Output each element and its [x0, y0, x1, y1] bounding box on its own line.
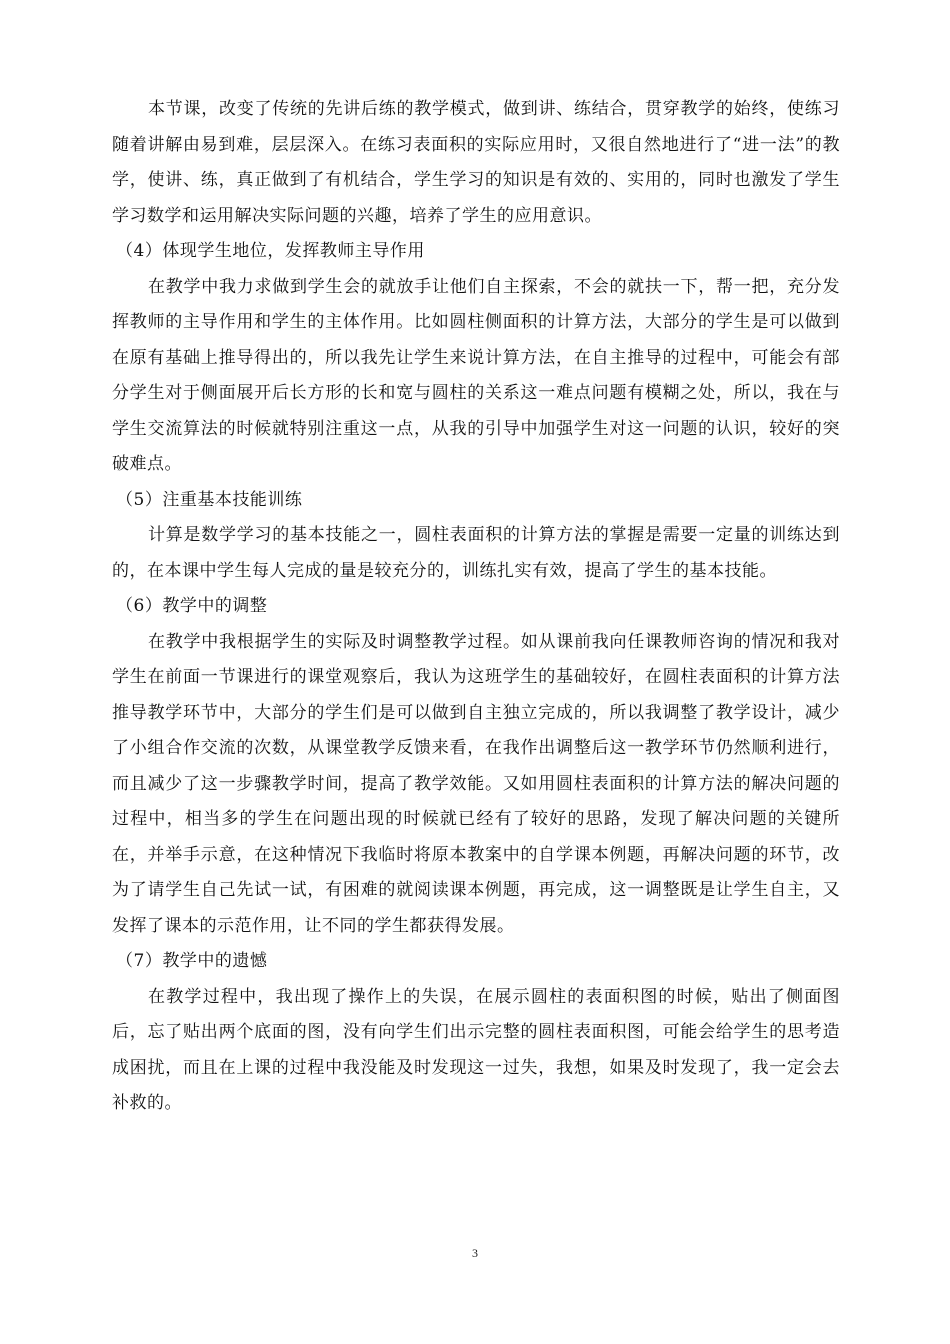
- paragraph-teaching-mode: 本节课，改变了传统的先讲后练的教学模式，做到讲、练结合，贯穿教学的始终，使练习随着讲解由易到难，层层深入。在练习表面积的实际应用时，又很自然地进行了“进一法”的教学，使讲、练，真正做到了有机结合，学生学习的知识是有效的、实用的，同时也激发了学生学习数学和运用解决实际问题的兴趣，培养了学生的应用意识。: [112, 99, 840, 226]
- paragraph-section-6: 在教学中我根据学生的实际及时调整教学过程。如从课前我向任课教师咨询的情况和我对学生在前面一节课进行的课堂观察后，我认为这班学生的基础较好，在圆柱表面积的计算方法推导教学环节中，大部分的学生们是可以做到自主独立完成的，所以我调整了教学设计，减少了小组合作交流的次数，从课堂教学反馈来看，在我作出调整后这一教学环节仍然顺利进行，而且减少了这一步骤教学时间，提高了教学效能。又如用圆柱表面积的计算方法的解决问题的过程中，相当多的学生在问题出现的时候就已经有了较好的思路，发现了解决问题的关键所在，并举手示意，在这种情况下我临时将原本教案中的自学课本例题，再解决问题的环节，改为了请学生自己先试一试，有困难的就阅读课本例题，再完成，这一调整既是让学生自主，又发挥了课本的示范作用，让不同的学生都获得发展。: [112, 631, 840, 936]
- heading-section-7: （7）教学中的遗憾: [116, 951, 268, 971]
- page-number: 3: [472, 1246, 478, 1260]
- paragraph-section-5: 计算是数学学习的基本技能之一，圆柱表面积的计算方法的掌握是需要一定量的训练达到的，在本课中学生每人完成的量是较充分的，训练扎实有效，提高了学生的基本技能。: [112, 525, 840, 581]
- document-body: [112, 92, 840, 1122]
- heading-section-5: （5）注重基本技能训练: [116, 489, 303, 510]
- paragraph-section-7: 在教学过程中，我出现了操作上的失误，在展示圆柱的表面积图的时候，贴出了侧面图后，忘了贴出两个底面的图，没有向学生们出示完整的圆柱表面积图，可能会给学生的思考造成困扰，而且在上课的过程中我没能及时发现这一过失，我想，如果及时发现了，我一定会去补救的。: [112, 986, 840, 1113]
- paragraph-section-4: 在教学中我力求做到学生会的就放手让他们自主探索，不会的就扶一下，帮一把，充分发挥教师的主导作用和学生的主体作用。比如圆柱侧面积的计算方法，大部分的学生是可以做到在原有基础上推导得出的，所以我先让学生来说计算方法，在自主推导的过程中，可能会有部分学生对于侧面展开后长方形的长和宽与圆柱的关系这一难点问题有模糊之处，所以，我在与学生交流算法的时候就特别注重这一点，从我的引导中加强学生对这一问题的认识，较好的突破难点。: [112, 276, 840, 474]
- heading-section-4: （4）体现学生地位，发挥教师主导作用: [116, 241, 425, 261]
- heading-section-6: （6）教学中的调整: [116, 596, 268, 616]
